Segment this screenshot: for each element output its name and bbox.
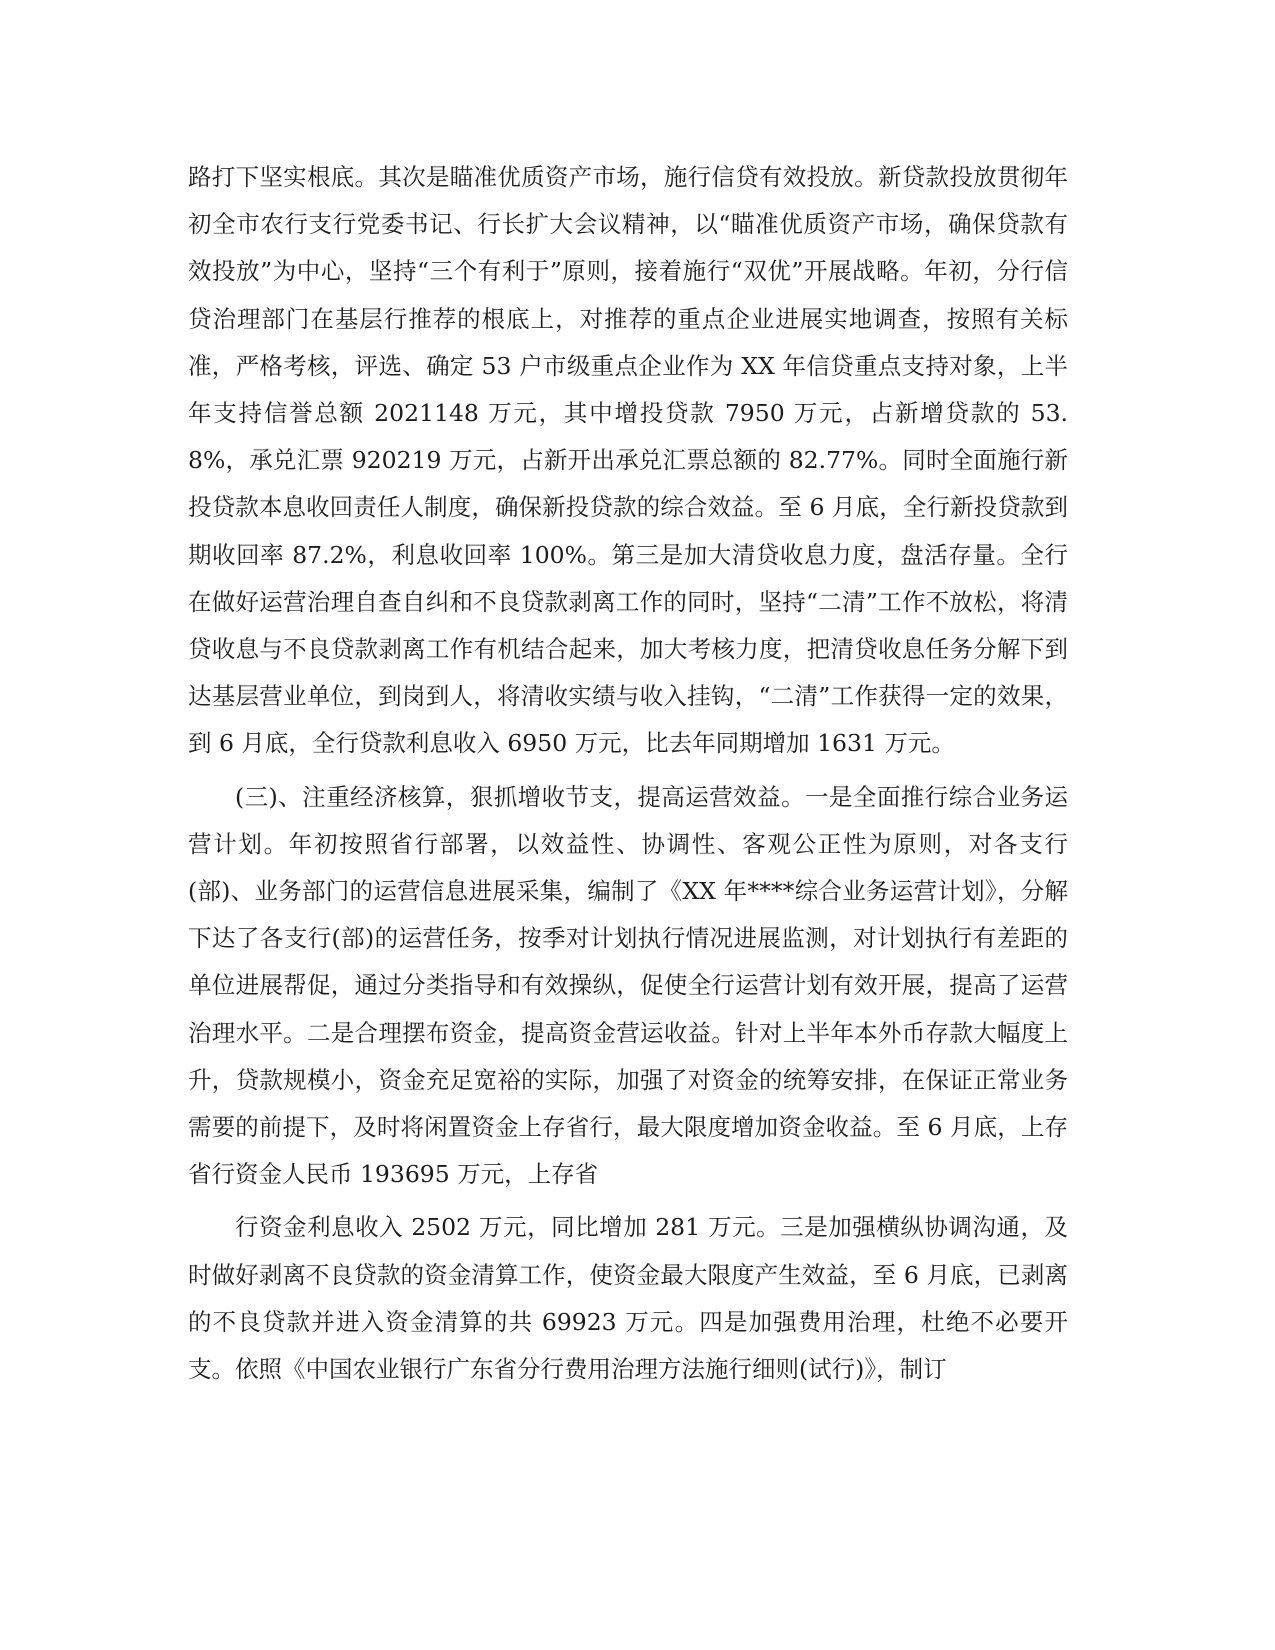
paragraph-loan-investment: 路打下坚实根底。其次是瞄准优质资产市场，施行信贷有效投放。新贷款投放贯彻年初全市农行支行党委书记、行长扩大会议精神，以“瞄准优质资产市场，确保贷款有效投放”为中心，坚持“三个有利于”原则，接着施行“双优”开展战略。年初，分行信贷治理部门在基层行推荐的根底上，对推荐的重点企业进展实地调查，按照有关标准，严格考核，评选、确定 53 户市级重点企业作为 XX 年信贷重点支持对象，上半年支持信誉总额 2021148 万元，其中增投贷款 7950 万元，占新增贷款的 53.8%，承兑汇票 920219 万元，占新开出承兑汇票总额的 82.77%。同时全面施行新投贷款本息收回责任人制度，确保新投贷款的综合效益。至 6 月底，全行新投贷款到期收回率 87.2%，利息收回率 100%。第三是加大清贷收息力度，盘活存量。全行在做好运营治理自查自纠和不良贷款剥离工作的同时，坚持“二清”工作不放松，将清贷收息与不良贷款剥离工作有机结合起来，加大考核力度，把清贷收息任务分解下到达基层营业单位，到岗到人，将清收实绩与收入挂钩，“二清”工作获得一定的效果，到 6 月底，全行贷款利息收入 6950 万元，比去年同期增加 1631 万元。 bbox=[188, 163, 1068, 758]
paragraph-economic-accounting: (三)、注重经济核算，狠抓增收节支，提高运营效益。一是全面推行综合业务运营计划。年初按照省行部署，以效益性、协调性、客观公正性为原则，对各支行(部)、业务部门的运营信息进展采集，编制了《XX 年****综合业务运营计划》，分解下达了各支行(部)的运营任务，按季对计划执行情况进展监测，对计划执行有差距的单位进展帮促，通过分类指导和有效操纵，促使全行运营计划有效开展，提高了运营治理水平。二是合理摆布资金，提高资金营运收益。针对上半年本外币存款大幅度上升，贷款规模小，资金充足宽裕的实际，加强了对资金的统筹安排，在保证正常业务需要的前提下，及时将闲置资金上存省行，最大限度增加资金收益。至 6 月底，上存省行资金人民币 193695 万元，上存省 bbox=[188, 782, 1068, 1189]
document-body bbox=[188, 154, 1068, 1393]
paragraph-fund-interest-income: 行资金利息收入 2502 万元，同比增加 281 万元。三是加强横纵协调沟通，及时做好剥离不良贷款的资金清算工作，使资金最大限度产生效益，至 6 月底，已剥离的不良贷款并进入资金清算的共 69923 万元。四是加强费用治理，杜绝不必要开支。依照《中国农业银行广东省分行费用治理方法施行细则(试行)》，制订 bbox=[188, 1213, 1068, 1384]
